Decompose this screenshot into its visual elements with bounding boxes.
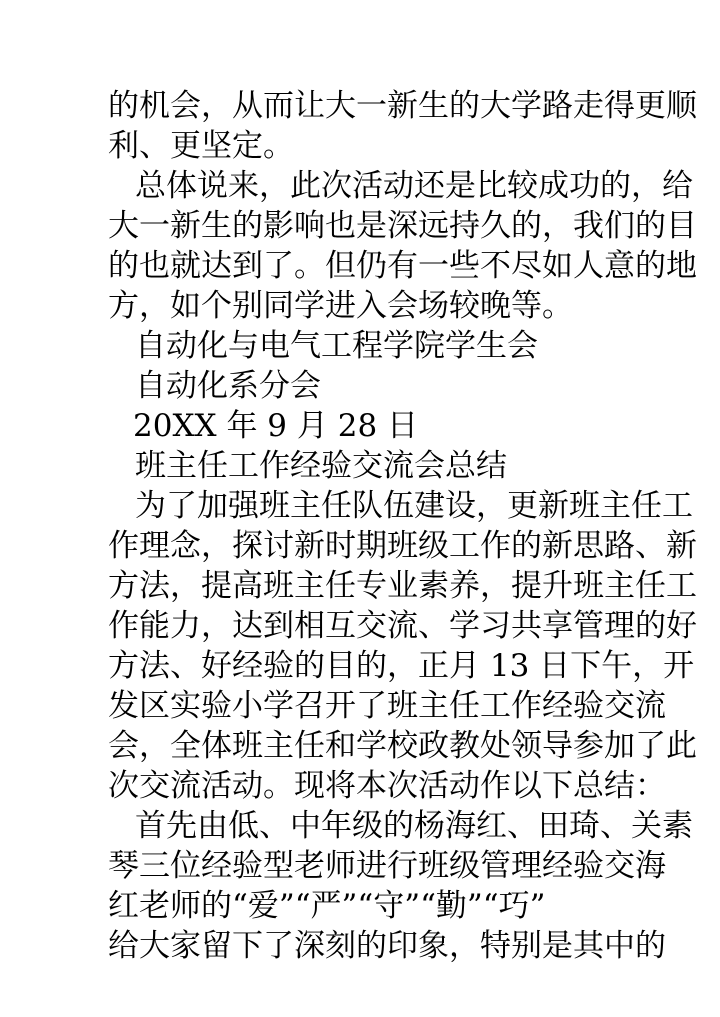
text-line: 发区实验小学召开了班主任工作经验交流 <box>108 688 666 724</box>
text-line: 作理念，探讨新时期班级工作的新思路、新 <box>108 528 697 564</box>
text-line: 总体说来，此次活动还是比较成功的，给 <box>135 168 693 204</box>
text-line: 大一新生的影响也是深远持久的，我们的目 <box>108 208 697 244</box>
department-line: 自动化系分会 <box>135 368 321 404</box>
text-line: 方，如个别同学进入会场较晚等。 <box>108 288 573 324</box>
text-line: 红老师的“爱”“严”“守”“勤”“巧” <box>108 888 546 924</box>
text-line: 作能力，达到相互交流、学习共享管理的好 <box>108 608 697 644</box>
section-title: 班主任工作经验交流会总结 <box>135 448 507 484</box>
text-line: 给大家留下了深刻的印象，特别是其中的 <box>108 928 666 964</box>
organization-line: 自动化与电气工程学院学生会 <box>135 328 538 364</box>
text-line: 首先由低、中年级的杨海红、田琦、关素 <box>135 808 693 844</box>
date-line: 20XX 年 9 月 28 日 <box>133 408 419 444</box>
text-line: 会，全体班主任和学校政教处领导参加了此 <box>108 728 697 764</box>
text-line: 为了加强班主任队伍建设，更新班主任工 <box>135 488 693 524</box>
text-line: 的机会，从而让大一新生的大学路走得更顺 <box>108 88 697 124</box>
text-line: 方法、好经验的目的，正月 13 日下午，开 <box>108 648 695 684</box>
text-line: 次交流活动。现将本次活动作以下总结： <box>108 768 666 804</box>
text-line: 利、更坚定。 <box>108 128 294 164</box>
text-line: 方法，提高班主任专业素养，提升班主任工 <box>108 568 697 604</box>
text-line: 琴三位经验型老师进行班级管理经验交海 <box>108 848 666 884</box>
text-line: 的也就达到了。但仍有一些不尽如人意的地 <box>108 248 697 284</box>
